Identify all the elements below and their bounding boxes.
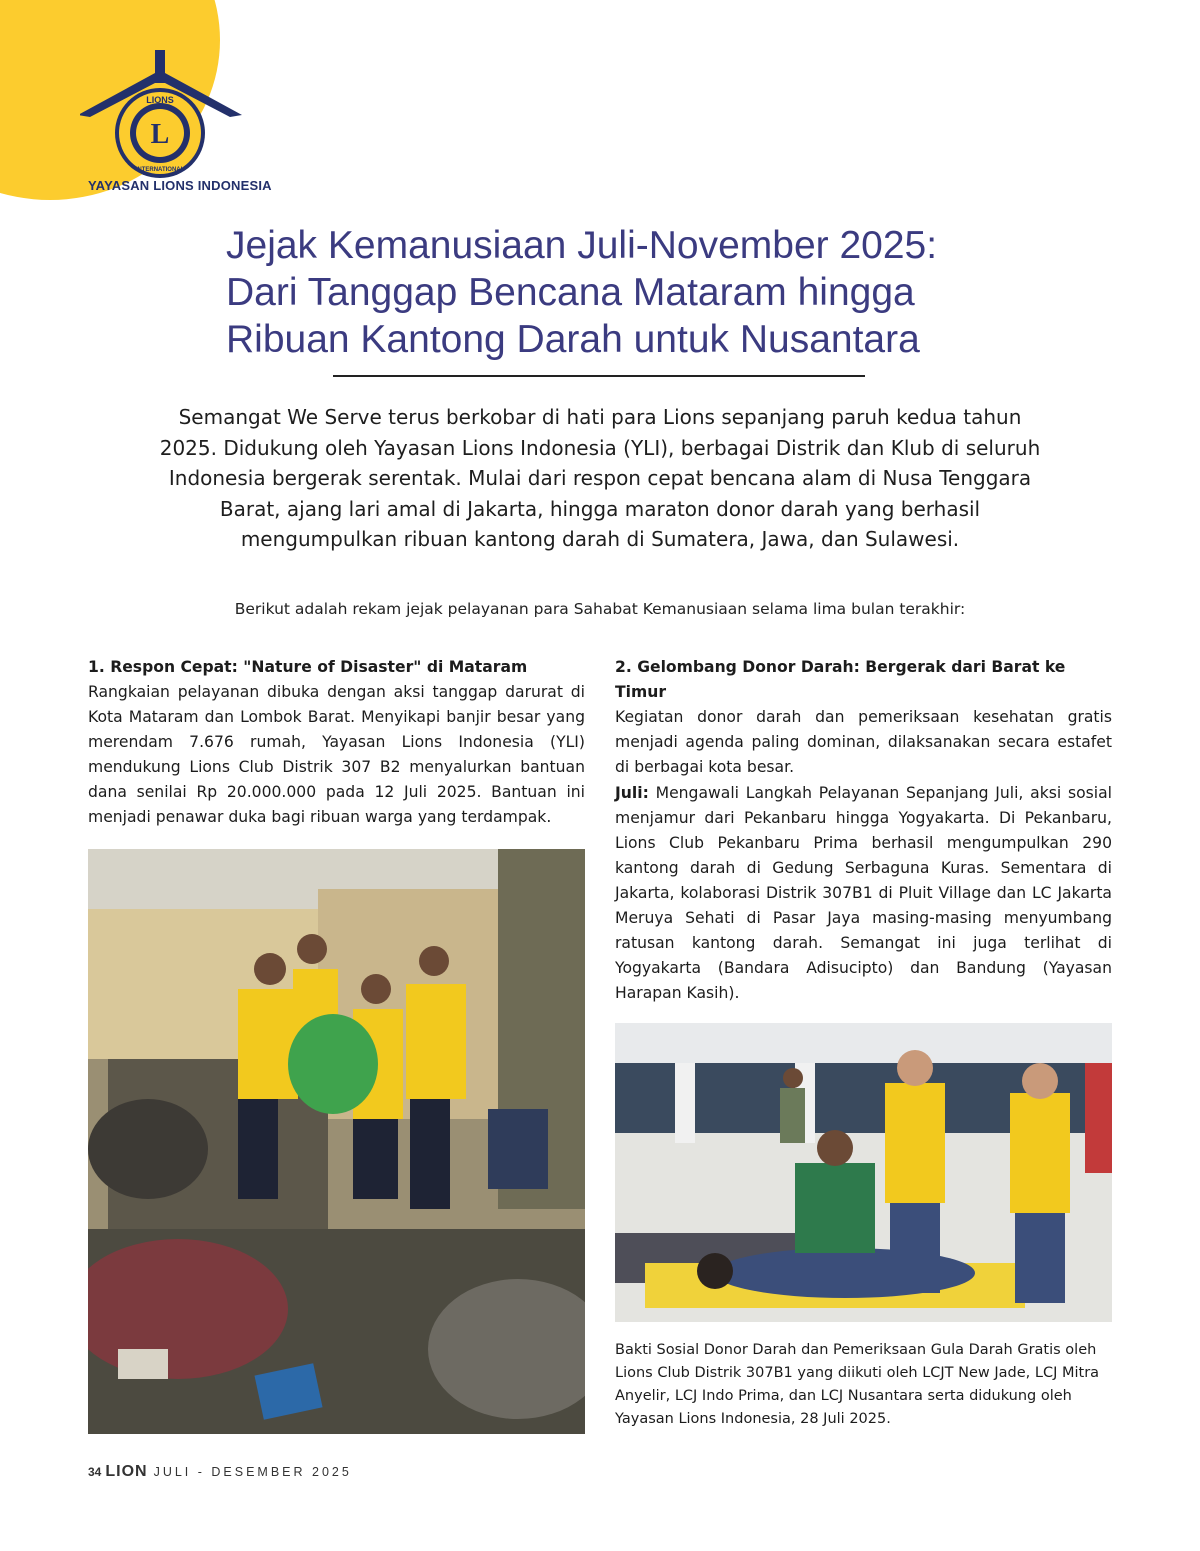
emblem-bottom-text: INTERNATIONAL xyxy=(135,167,185,173)
emblem-letter: L xyxy=(150,119,170,150)
flood-relief-image xyxy=(88,849,585,1434)
section-1 xyxy=(88,655,585,830)
blood-donation-image xyxy=(615,1023,1112,1322)
july-label: Juli: xyxy=(615,784,649,802)
article-title xyxy=(226,222,1046,363)
section-1-heading: 1. Respon Cepat: "Nature of Disaster" di Mataram xyxy=(88,658,528,676)
lions-logo xyxy=(80,45,250,195)
blood-donation-photo xyxy=(615,1023,1112,1322)
july-body: Mengawali Langkah Pelayanan Sepanjang Juli, aksi sosial menjamur dari Pekanbaru hingga Yogyakarta. Di Pekanbaru, Lions Club Pekanbaru Prima berhasil mengumpulkan 290 kantong darah di Gedung Serbaguna Kuras. Sementara di Jakarta, kolaborasi Distrik 307B1 di Pluit Village dan LC Jakarta Meruya Sehati di Pasar Jaya masing-masing menyumbang ratusan kantong darah. Semangat ini juga terlihat di Yogyakarta (Bandara Adisucipto) dan Bandung (Yayasan Harapan Kasih). xyxy=(615,784,1112,1002)
photo-caption: Bakti Sosial Donor Darah dan Pemeriksaan Gula Darah Gratis oleh Lions Club Distrik 307B1 yang diikuti oleh LCJT New Jade, LCJ Mitra Anyelir, LCJ Indo Prima, dan LCJ Nusantara serta didukung oleh Yayasan Lions Indonesia, 28 Juli 2025. xyxy=(615,1342,1100,1427)
title-line: Dari Tanggap Bencana Mataram hingga xyxy=(226,271,915,314)
lions-emblem-icon xyxy=(80,45,250,195)
intro-line: Berikut adalah rekam jejak pelayanan para Sahabat Kemanusiaan selama lima bulan terakhir: xyxy=(234,600,966,618)
emblem-top-text: LIONS xyxy=(146,95,174,105)
title-divider xyxy=(333,375,865,377)
magazine-name: LION xyxy=(105,1463,148,1480)
title-line: Ribuan Kantong Darah untuk Nusantara xyxy=(226,318,920,361)
section-2-july xyxy=(615,781,1112,1006)
org-name: YAYASAN LIONS INDONESIA xyxy=(88,178,272,193)
page-number: 34 xyxy=(88,1465,102,1479)
section-2-heading: 2. Gelombang Donor Darah: Bergerak dari Barat ke Timur xyxy=(615,658,1066,701)
lead-paragraph: Semangat We Serve terus berkobar di hati para Lions sepanjang paruh kedua tahun 2025. Didukung oleh Yayasan Lions Indonesia (YLI), berbagai Distrik dan Klub di seluruh Indonesia bergerak serentak. Mulai dari respon cepat bencana alam di Nusa Tenggara Barat, ajang lari amal di Jakarta, hingga maraton donor darah yang berhasil mengumpulkan ribuan kantong darah di Sumatera, Jawa, dan Sulawesi. xyxy=(159,405,1041,551)
section-1-body: Rangkaian pelayanan dibuka dengan aksi tanggap darurat di Kota Mataram dan Lombok Barat. Menyikapi banjir besar yang merendam 7.676 rumah, Yayasan Lions Indonesia (YLI) mendukung Lions Club Distrik 307 B2 menyalurkan bantuan dana senilai Rp 20.000.000 pada 12 Juli 2025. Bantuan ini menjadi penawar duka bagi ribuan warga yang terdampak. xyxy=(88,683,585,826)
section-2 xyxy=(615,655,1112,780)
page-footer xyxy=(88,1463,352,1481)
issue-period: JULI - DESEMBER 2025 xyxy=(153,1465,352,1479)
section-2-body: Kegiatan donor darah dan pemeriksaan kesehatan gratis menjadi agenda paling dominan, dilaksanakan secara estafet di berbagai kota besar. xyxy=(615,708,1112,776)
title-line: Jejak Kemanusiaan Juli-November 2025: xyxy=(226,224,938,267)
flood-relief-photo xyxy=(88,849,585,1434)
